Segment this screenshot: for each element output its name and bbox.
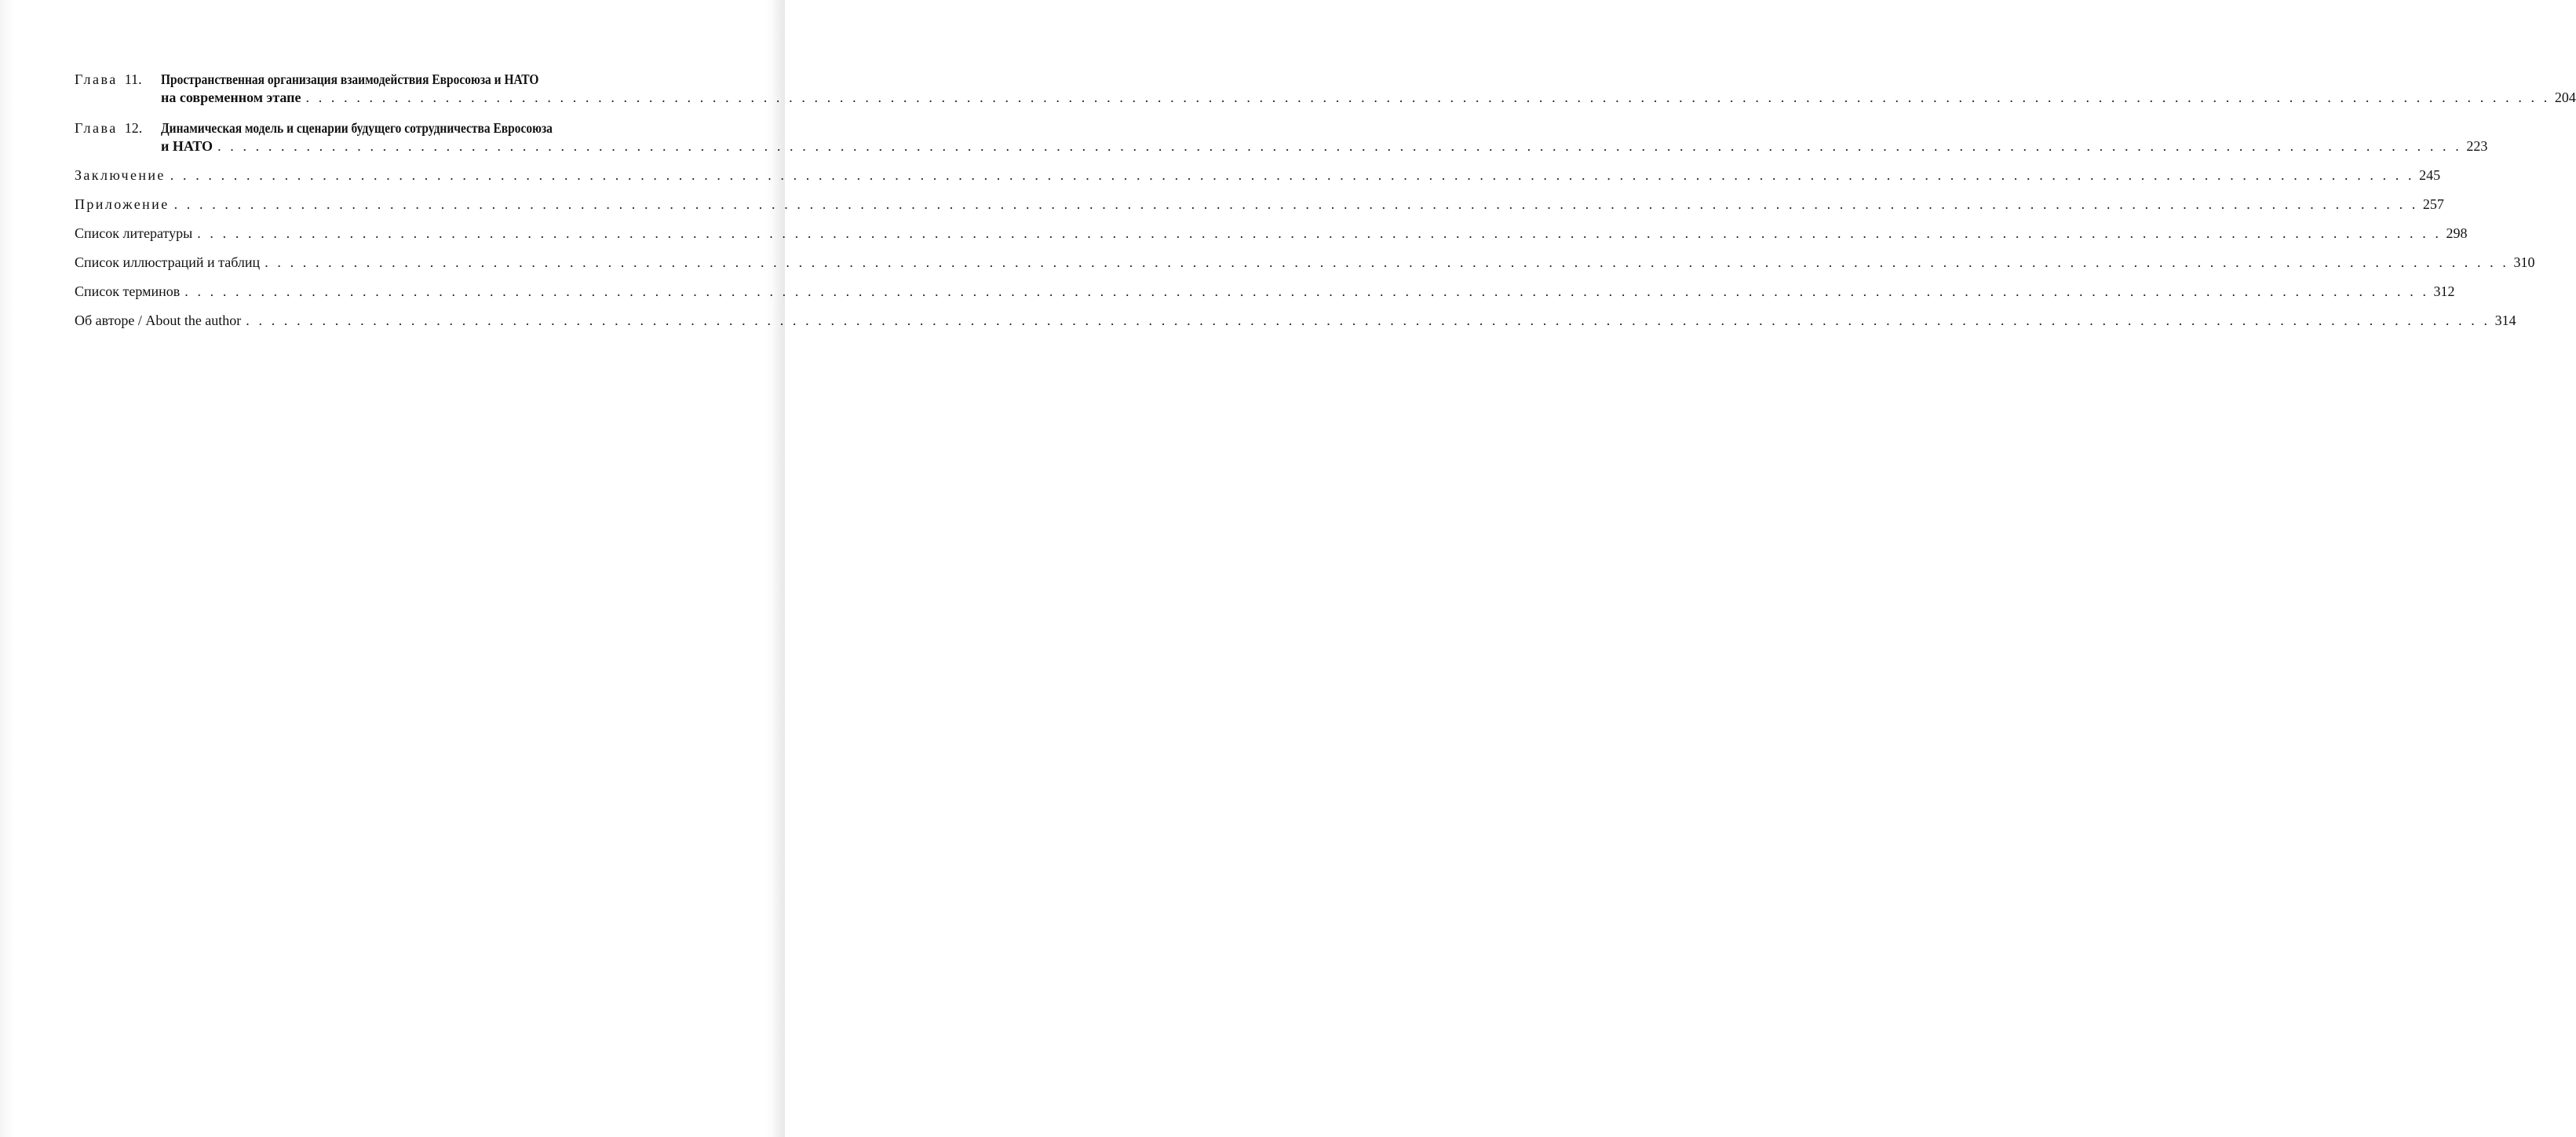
chapter-word: Глава	[75, 71, 118, 87]
chapter-title-line1: Пространственная организация взаимодействия Евросоюза и НАТО	[161, 71, 539, 87]
chapter-label	[75, 71, 161, 89]
page-number: 312	[2433, 283, 2455, 299]
chapter-title-line2: на современном этапе	[161, 90, 301, 105]
chapter-title-line1: Динамическая модель и сценарии будущего сотрудничества Евросоюза	[161, 120, 553, 136]
toc-entry-about-author	[75, 312, 2516, 330]
dot-leader	[197, 225, 2441, 243]
entry-title: Заключение	[75, 167, 166, 183]
page-number: 223	[2466, 138, 2488, 154]
chapter-word: Глава	[75, 120, 118, 136]
dot-leader	[246, 312, 2490, 330]
toc-entry-conclusion	[75, 166, 2441, 185]
entry-title: Список иллюстраций и таблиц	[75, 254, 261, 270]
dot-leader	[174, 196, 2418, 214]
chapter-title	[161, 119, 2487, 155]
toc-entry-illustrations	[75, 254, 2535, 272]
chapter-number: 12.	[124, 120, 143, 136]
chapter-number: 11.	[124, 71, 142, 87]
dot-leader	[265, 254, 2508, 272]
chapter-title-line2-row	[161, 89, 2576, 107]
toc-entry-chapter-12	[75, 119, 2488, 155]
page-number: 257	[2422, 196, 2444, 212]
toc-entry-bibliography	[75, 225, 2468, 243]
dot-leader	[217, 137, 2461, 155]
toc-entry-glossary	[75, 283, 2455, 301]
chapter-title	[161, 71, 2576, 107]
page-number: 204	[2554, 90, 2576, 105]
table-of-contents	[75, 71, 2576, 330]
entry-title: Об авторе / About the author	[75, 313, 242, 328]
toc-entry-appendix	[75, 196, 2444, 214]
chapter-title-line2-row	[161, 137, 2487, 155]
dot-leader	[306, 89, 2550, 107]
entry-title: Приложение	[75, 196, 170, 212]
chapter-label	[75, 119, 161, 137]
dot-leader	[170, 166, 2414, 185]
chapter-title-line2: и НАТО	[161, 138, 213, 154]
entry-title: Список литературы	[75, 225, 193, 241]
page-number: 310	[2513, 254, 2535, 270]
page-number: 314	[2494, 313, 2516, 328]
dot-leader	[184, 283, 2428, 301]
page-number: 298	[2446, 225, 2468, 241]
toc-entry-chapter-11	[75, 71, 2576, 107]
page-number: 245	[2419, 167, 2441, 183]
entry-title: Список терминов	[75, 283, 181, 299]
